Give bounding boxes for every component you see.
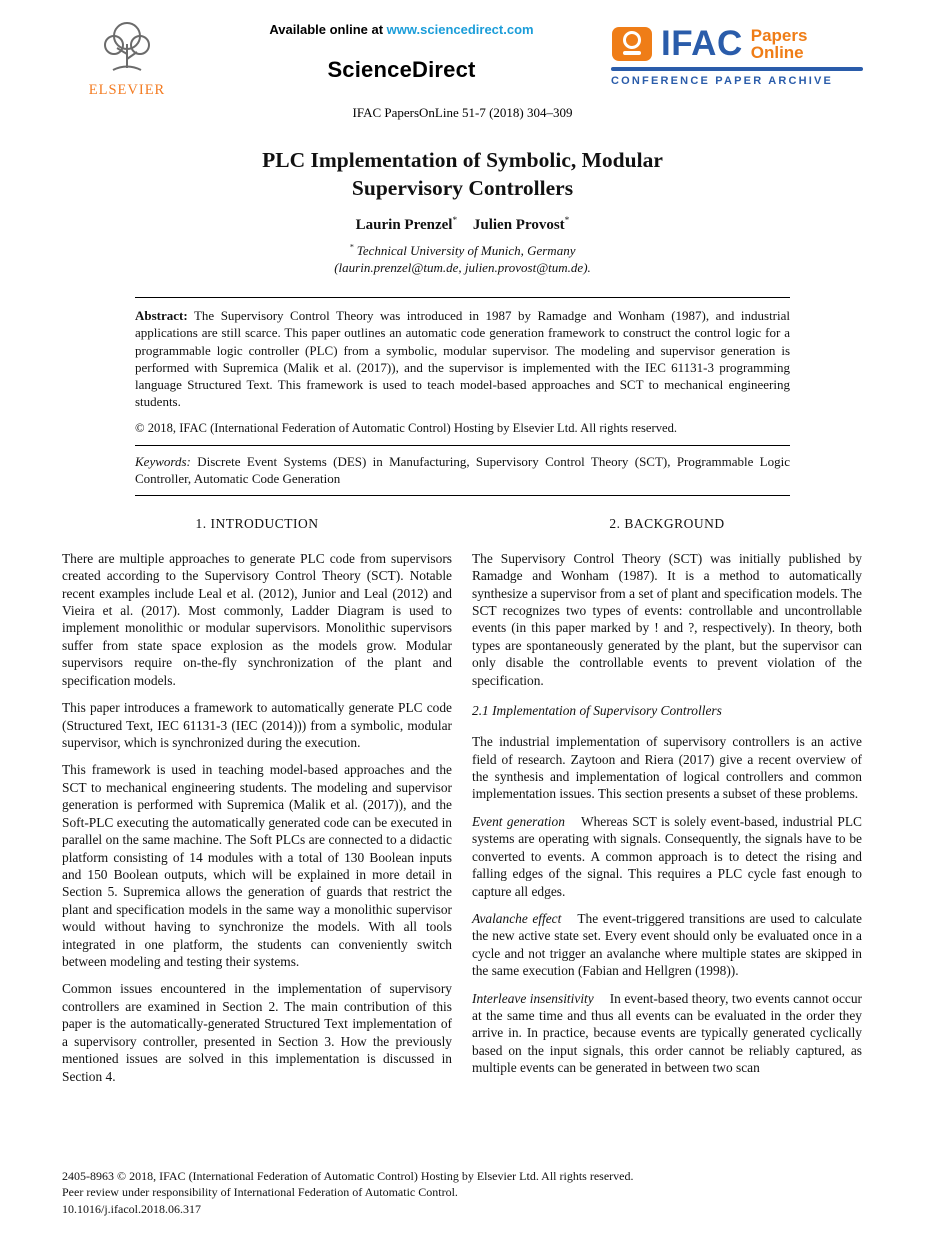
author-1: Laurin Prenzel — [355, 216, 453, 233]
doi-line: 10.1016/j.ifacol.2018.06.317 — [62, 1202, 201, 1217]
affiliation — [62, 242, 863, 277]
title-line-2: Supervisory Controllers — [351, 175, 574, 200]
available-online-text: Available online at — [269, 22, 387, 37]
header-center — [192, 16, 611, 83]
keywords-line — [135, 453, 790, 488]
abstract-paragraph — [135, 307, 790, 411]
ifac-divider-bar — [611, 67, 863, 71]
issn-copyright-line: 2405-8963 © 2018, IFAC (International Federation of Automatic Control) Hosting by Elsevier Ltd. All rights reserved. — [62, 1168, 634, 1183]
available-online-line — [192, 22, 611, 37]
ifac-archive-label: CONFERENCE PAPER ARCHIVE — [611, 75, 834, 87]
copyright-line: © 2018, IFAC (International Federation of Automatic Control) Hosting by Elsevier Ltd. All rights reserved. — [135, 420, 678, 435]
affiliation-marker: * — [349, 242, 354, 252]
event-generation-paragraph — [472, 813, 862, 900]
avalanche-effect-paragraph — [472, 910, 862, 980]
ifac-icon — [611, 26, 653, 62]
affiliation-line — [62, 242, 863, 260]
right-column — [472, 512, 862, 1095]
rule-bottom — [135, 495, 790, 496]
sciencedirect-logo: ScienceDirect — [327, 57, 476, 82]
interleave-insensitivity-text: In event-based theory, two events cannot occur at the same time and thus all events can be evaluated in the order they arrive in. In practice, because events are typically generated cyclically based on the input signals, this order cannot be reliably captured, as multiple events can be generated in between two scan — [472, 990, 862, 1076]
journal-reference: IFAC PapersOnLine 51-7 (2018) 304–309 — [352, 105, 573, 120]
section-2-heading: 2. BACKGROUND — [609, 515, 725, 531]
footer — [62, 1168, 863, 1218]
interleave-insensitivity-paragraph — [472, 990, 862, 1077]
ifac-logo — [611, 16, 863, 87]
ifac-papers-online — [751, 27, 808, 62]
ifac-online-label: Online — [750, 43, 804, 62]
intro-paragraph-2: This paper introduces a framework to automatically generate PLC code (Structured Text, IEC 61131-3 (IEC (2014))) from a symbolic, modular supervisor, which is synchronized during the execution. — [62, 700, 452, 750]
event-generation-label: Event generation — [472, 813, 565, 829]
author-2: Julien Provost — [472, 216, 565, 233]
abstract-label: Abstract: — [135, 307, 188, 323]
rule-middle — [135, 445, 790, 446]
rule-top — [135, 297, 790, 298]
elsevier-label: ELSEVIER — [88, 82, 166, 98]
ifac-papers-label: Papers — [750, 25, 808, 45]
intro-paragraph-4: Common issues encountered in the implementation of supervisory controllers are examined in Section 2. The main contribution of this paper is the automatically-generated Structured Text implementation of a supervisory controller, presented in Section 3. How the previously mentioned issues are solved in this implementation is discussed in Section 4. — [62, 981, 452, 1084]
header — [62, 16, 863, 99]
section-1-heading: 1. INTRODUCTION — [195, 515, 319, 531]
ifac-wordmark: IFAC — [661, 24, 743, 63]
paper-title — [62, 147, 863, 203]
author-1-marker: * — [452, 215, 458, 226]
affiliation-emails: (laurin.prenzel@tum.de, julien.provost@tum.de). — [334, 260, 591, 276]
keywords-text: Discrete Event Systems (DES) in Manufacturing, Supervisory Control Theory (SCT), Programmable Logic Controller, Automatic Code Generation — [135, 453, 790, 487]
elsevier-tree-icon — [95, 16, 159, 80]
sciencedirect-link[interactable]: www.sciencedirect.com — [386, 22, 534, 37]
affiliation-text: Technical University of Munich, Germany — [356, 242, 576, 258]
body-columns — [62, 512, 863, 1095]
abstract-section — [135, 297, 790, 496]
event-generation-text: Whereas SCT is solely event-based, industrial PLC systems are operating with signals. Consequently, the signals have to be converted to events. A common approach is to detect the rising and falling edges of the signal. This requires a PLC cycle fast enough to capture all edges. — [472, 813, 862, 899]
intro-paragraph-1: There are multiple approaches to generate PLC code from supervisors created according to the Supervisory Control Theory (SCT). Notable recent examples include Leal et al. (2012), Junior and Leal (2012) and Vieira et al. (2017). Most commonly, Ladder Diagram is used to implement monolithic or modular supervisors. Monolithic supervisors suffer from state space explosion as the models grow. Modular supervisors require on-the-fly synchronization of the plant and specification models. — [62, 550, 452, 688]
avalanche-effect-label: Avalanche effect — [472, 910, 562, 926]
title-line-1: PLC Implementation of Symbolic, Modular — [262, 148, 663, 172]
subsection-2-1-heading: 2.1 Implementation of Supervisory Controllers — [472, 703, 722, 719]
elsevier-logo — [62, 16, 192, 99]
abstract-text: The Supervisory Control Theory was introduced in 1987 by Ramadge and Wonham (1987), and industrial applications are still scarce. This paper outlines an automatic code generation framework to construct the control logic for a programmable logic controller (PLC) from a symbolic, modular supervisor. The modeling and supervisor generation is performed with Supremica (Malik et al. (2017)), and the supervisor is implemented with the IEC 61131-3 programming language Structured Text. This framework is used to teach model-based approaches and SCT to mechanical engineering students. — [135, 307, 790, 410]
background-paragraph-1: The Supervisory Control Theory (SCT) was initially published by Ramadge and Wonham (1987). It is a method to automatically synthesize a supervisor from a set of plant and specification models. The SCT recognizes two types of events: controllable and uncontrollable events (in this paper marked by ! and ?, respectively). In theory, both types are spontaneously generated by the plant, but the supervisor can only disable the controllable events to prevent violation of the specification. — [472, 550, 862, 688]
avalanche-effect-text: The event-triggered transitions are used to calculate the new active state set. Every event should only be evaluated once in a cycle and not trigger an avalanche where multiple states are skipped in the same execution (Fabian and Hellgren (1998)). — [472, 910, 862, 979]
ifac-logo-row — [611, 24, 863, 64]
keywords-label: Keywords: — [135, 453, 191, 469]
interleave-insensitivity-label: Interleave insensitivity — [472, 990, 594, 1006]
left-column — [62, 512, 452, 1095]
authors-line — [62, 216, 863, 234]
peer-review-line: Peer review under responsibility of International Federation of Automatic Control. — [62, 1185, 458, 1200]
background-paragraph-2: The industrial implementation of supervisory controllers is an active field of research. Zaytoon and Riera (2017) give a recent overview of the synthesis and implementation of logical controllers and common implementation issues. This section presents a subset of these problems. — [472, 734, 862, 802]
author-2-marker: * — [564, 215, 570, 226]
title-block — [62, 147, 863, 277]
intro-paragraph-3: This framework is used in teaching model-based approaches and the SCT to mechanical engineering students. The modeling and supervisor generation is performed with Supremica (Malik et al. (2017)), and the Soft-PLC executing the automatically generated code can be executed in parallel on the same machine. The Soft PLCs are connected to a didactic platform consisting of 14 modules with a total of 130 Boolean inputs and 150 Boolean outputs, which will be explained in more detail in Section 5. Supremica allows the generation of guards that restrict the plant and specification models in the same way a monolithic supervisor would without having to synchronize the models. With all tools integrated in one platform, the students can conveniently switch between modeling and testing their systems. — [62, 762, 452, 970]
